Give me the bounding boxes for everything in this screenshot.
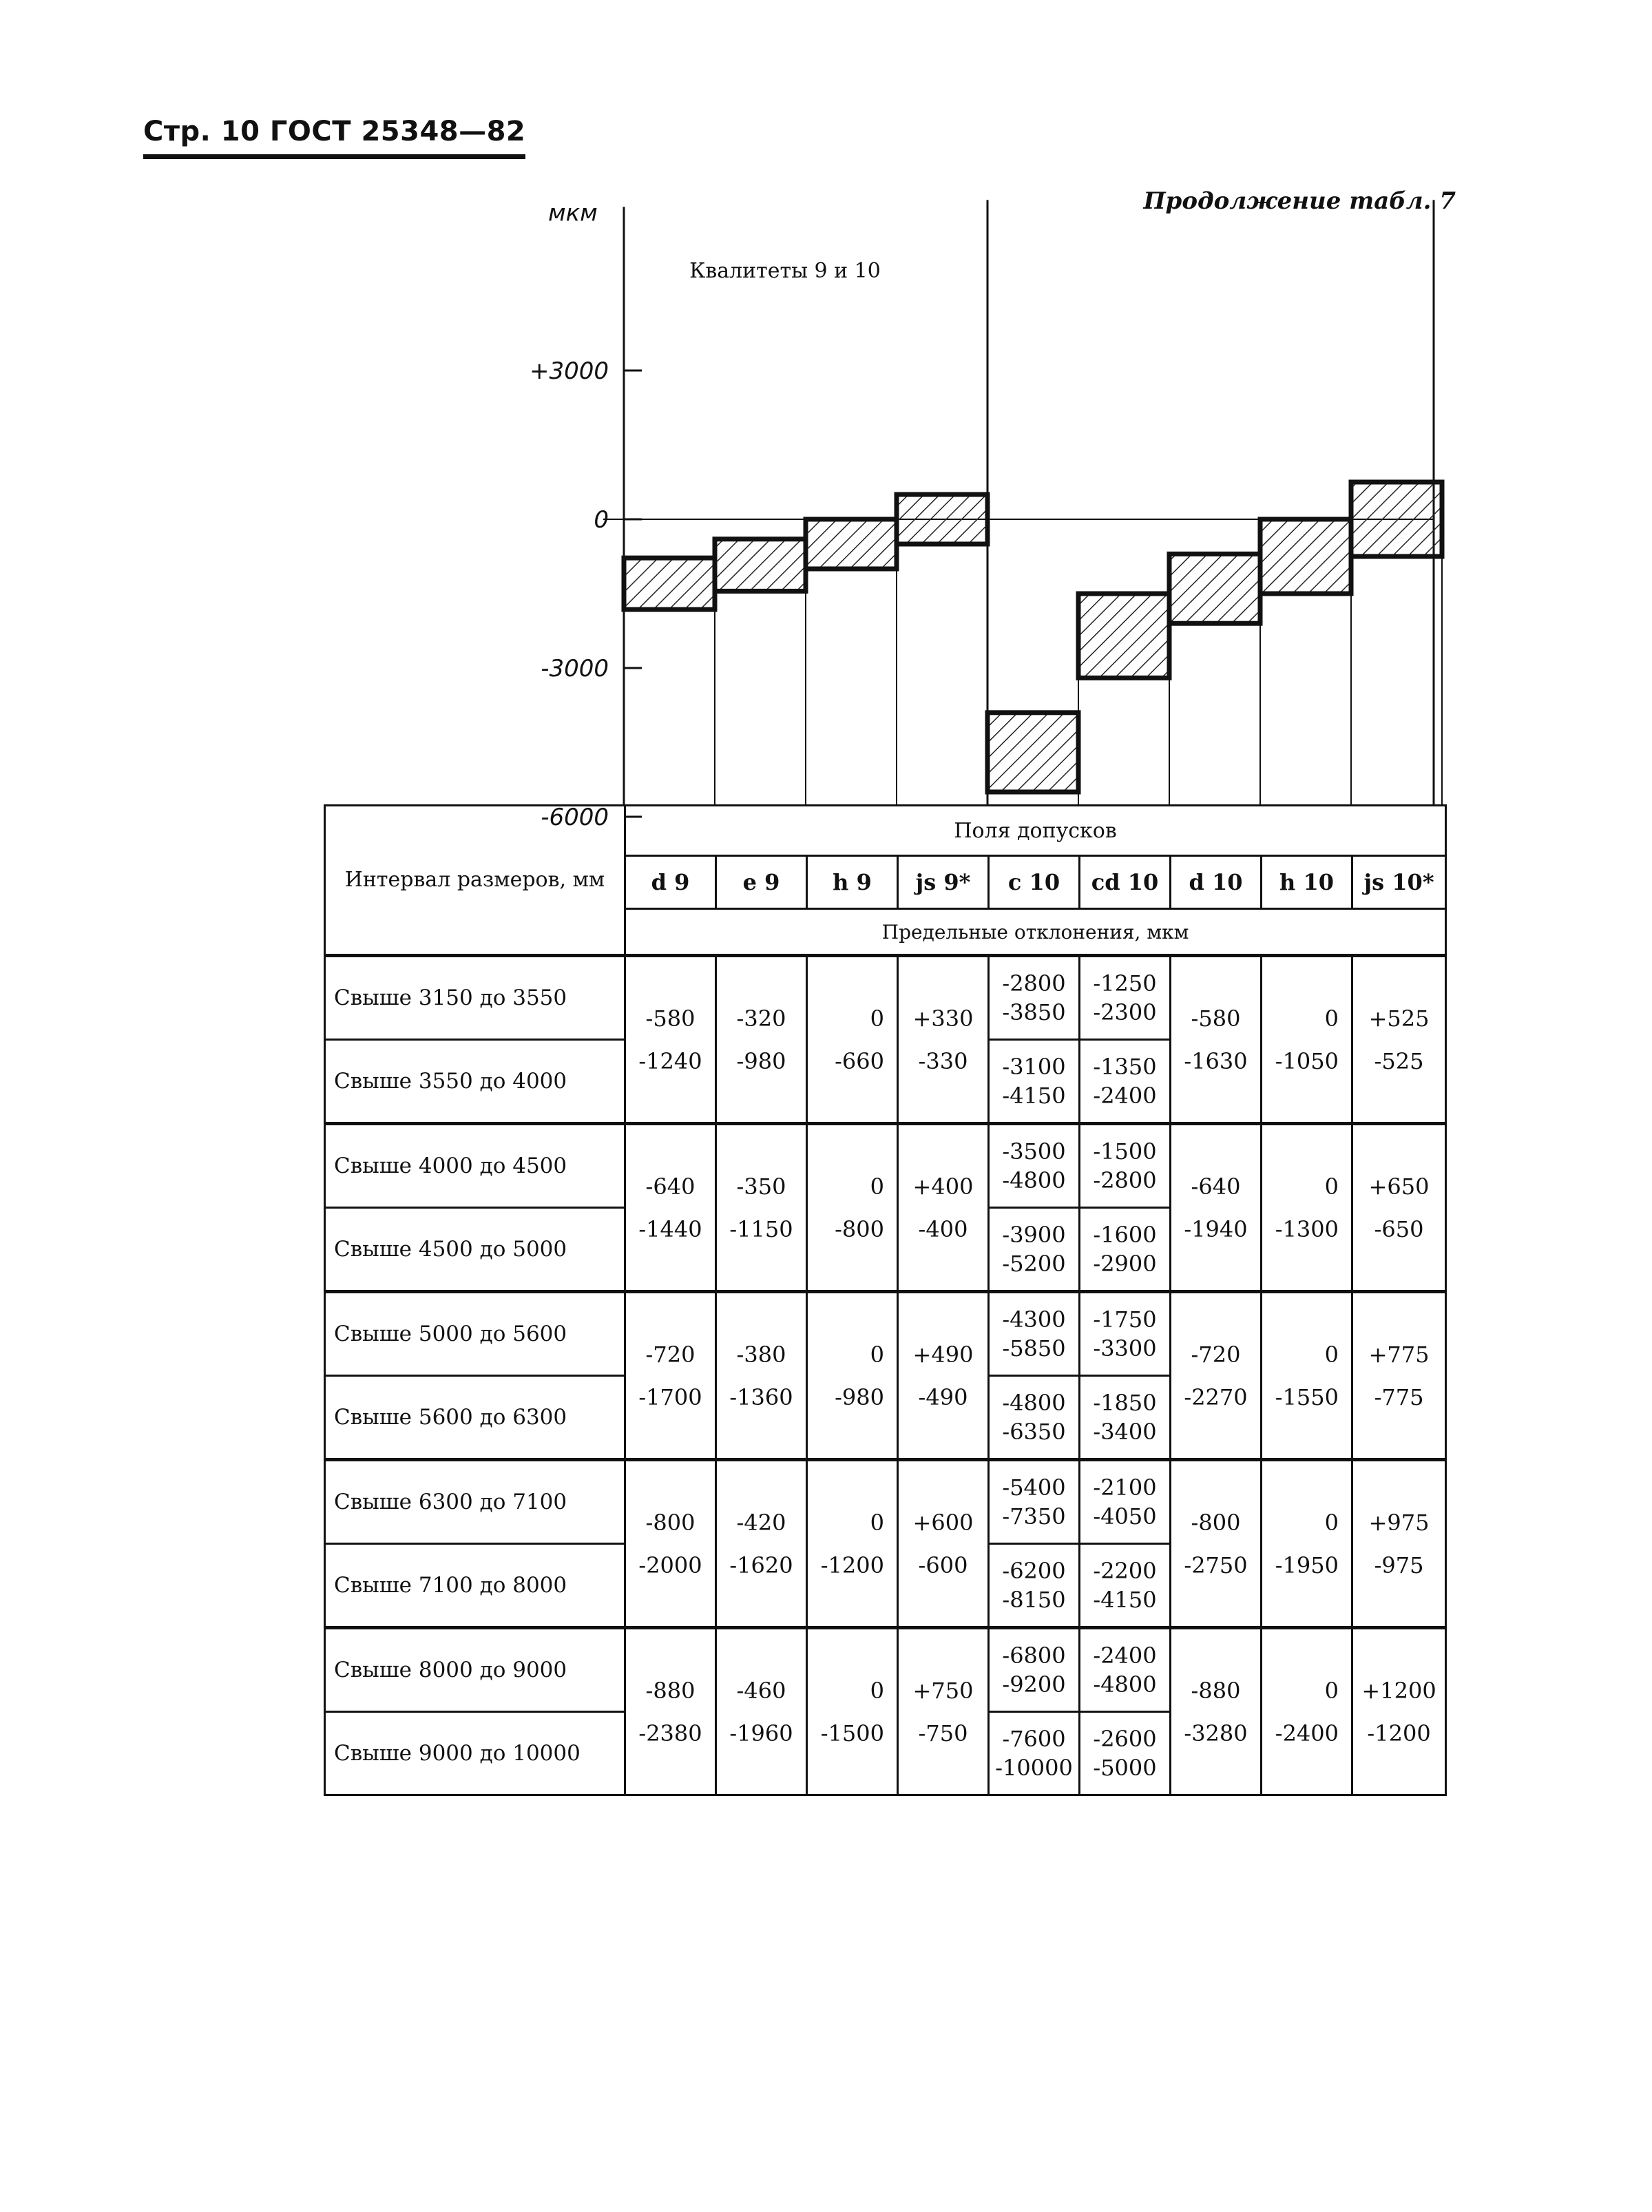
deviation-value: -3500 [1002, 1138, 1066, 1165]
deviation-cell [807, 1628, 898, 1795]
deviation-value: -3900 [1002, 1222, 1066, 1248]
deviation-cell [1352, 956, 1446, 1124]
deviation-cell [716, 1628, 807, 1795]
deviation-cell [898, 1292, 989, 1460]
deviation-value: -1200 [820, 1552, 884, 1578]
column-header: cd 10 [1080, 856, 1171, 909]
deviation-value: 0 [870, 1173, 884, 1200]
deviation-cell [716, 1460, 807, 1628]
deviation-value: -1500 [820, 1720, 884, 1746]
deviation-value: +330 [912, 1005, 974, 1032]
column-header: h 9 [807, 856, 898, 909]
deviation-cell [898, 1460, 989, 1628]
deviation-cell [625, 1628, 716, 1795]
deviation-value: -1620 [729, 1552, 793, 1578]
tolerance-bar [624, 558, 715, 609]
deviation-cell [1080, 956, 1171, 1040]
deviation-value: -6200 [1002, 1558, 1066, 1584]
deviation-value: -5000 [1093, 1755, 1157, 1781]
deviation-cell [1080, 1376, 1171, 1460]
deviation-value: +400 [912, 1173, 974, 1200]
deviation-value: +1200 [1361, 1677, 1436, 1704]
deviation-cell [989, 1124, 1080, 1208]
deviation-value: -980 [736, 1047, 786, 1074]
deviation-value: -5400 [1002, 1474, 1066, 1501]
interval-header: Интервал размеров, мм [325, 806, 625, 956]
deviation-cell [807, 1124, 898, 1292]
deviation-value: -1500 [1093, 1138, 1157, 1165]
deviation-cell [625, 1124, 716, 1292]
deviation-value: -1600 [1093, 1222, 1157, 1248]
deviation-cell [989, 1544, 1080, 1628]
deviation-value: -5200 [1002, 1251, 1066, 1277]
tolerance-table [324, 804, 1447, 1796]
table-row [325, 956, 1446, 1040]
deviation-value: -660 [835, 1047, 884, 1074]
deviation-value: -6800 [1002, 1642, 1066, 1669]
deviation-cell [1171, 956, 1262, 1124]
column-header: c 10 [989, 856, 1080, 909]
deviation-cell [989, 956, 1080, 1040]
deviation-value: -775 [1374, 1384, 1424, 1410]
tolerance-bar [987, 713, 1078, 792]
deviation-cell [716, 1292, 807, 1460]
deviation-cell [1080, 1460, 1171, 1544]
table-body [325, 956, 1446, 1795]
deviation-value: -750 [918, 1720, 968, 1746]
deviation-value: -1050 [1275, 1047, 1339, 1074]
deviation-value: -800 [835, 1215, 884, 1242]
deviation-value: +490 [912, 1341, 974, 1368]
deviation-value: -4150 [1093, 1587, 1157, 1613]
interval-cell: Свыше 8000 до 9000 [325, 1628, 625, 1712]
deviation-value: -4800 [1093, 1671, 1157, 1698]
interval-cell: Свыше 6300 до 7100 [325, 1460, 625, 1544]
y-tick-label: -3000 [541, 655, 609, 682]
deviation-value: -5850 [1002, 1335, 1066, 1361]
deviation-value: -2300 [1093, 999, 1157, 1025]
deviation-value: -4300 [1002, 1306, 1066, 1333]
deviation-cell [989, 1292, 1080, 1376]
deviation-value: -420 [736, 1509, 786, 1536]
deviation-value: -3300 [1093, 1335, 1157, 1361]
deviation-value: -320 [736, 1005, 786, 1032]
deviation-value: -800 [1191, 1509, 1241, 1536]
deviation-value: -400 [918, 1215, 968, 1242]
deviation-cell [807, 1460, 898, 1628]
deviation-value: 0 [1324, 1341, 1339, 1368]
deviation-cell [1080, 1544, 1171, 1628]
deviation-cell [898, 1124, 989, 1292]
deviation-value: -1350 [1093, 1054, 1157, 1080]
tolerance-bar [1351, 482, 1442, 556]
deviation-value: -525 [1374, 1047, 1424, 1074]
deviation-value: -880 [645, 1677, 696, 1704]
deviation-value: -4150 [1002, 1083, 1066, 1109]
deviation-value: -2200 [1093, 1558, 1157, 1584]
y-tick-label: +3000 [529, 357, 609, 385]
deviation-value: -4050 [1093, 1503, 1157, 1530]
deviations-header: Предельные отклонения, мкм [625, 909, 1446, 956]
interval-cell: Свыше 4000 до 4500 [325, 1124, 625, 1208]
interval-cell: Свыше 9000 до 10000 [325, 1712, 625, 1795]
tolerance-bar [806, 519, 897, 569]
deviation-cell [989, 1040, 1080, 1124]
deviation-value: -4800 [1002, 1167, 1066, 1193]
column-header: e 9 [716, 856, 807, 909]
column-header: js 10* [1352, 856, 1446, 909]
deviation-value: 0 [1324, 1005, 1339, 1032]
interval-cell: Свыше 4500 до 5000 [325, 1208, 625, 1292]
deviation-value: -2600 [1093, 1726, 1157, 1752]
deviation-value: -330 [918, 1047, 968, 1074]
deviation-value: -6350 [1002, 1419, 1066, 1445]
deviation-value: +750 [912, 1677, 974, 1704]
unit-label: мкм [548, 199, 598, 227]
deviation-value: -1850 [1093, 1390, 1157, 1416]
continuation-label: Продолжение табл. 7 [1143, 187, 1456, 215]
fields-header: Поля допусков [625, 806, 1446, 856]
deviation-cell [989, 1208, 1080, 1292]
interval-cell: Свыше 5600 до 6300 [325, 1376, 625, 1460]
column-header: d 9 [625, 856, 716, 909]
y-tick-label: 0 [594, 506, 609, 534]
deviation-value: -3100 [1002, 1054, 1066, 1080]
deviation-value: -460 [736, 1677, 786, 1704]
tolerance-bar [1078, 594, 1169, 678]
deviation-cell [625, 1460, 716, 1628]
deviation-value: -1700 [638, 1384, 702, 1410]
deviation-cell [989, 1376, 1080, 1460]
deviation-cell [625, 1292, 716, 1460]
deviation-cell [1171, 1460, 1262, 1628]
y-tick-label: -6000 [541, 804, 609, 831]
deviation-value: +525 [1368, 1005, 1430, 1032]
deviation-value: 0 [1324, 1509, 1339, 1536]
deviation-value: -8150 [1002, 1587, 1066, 1613]
deviation-value: -640 [645, 1173, 696, 1200]
deviation-value: +775 [1368, 1341, 1430, 1368]
deviation-value: 0 [870, 1677, 884, 1704]
deviation-value: -1360 [729, 1384, 793, 1410]
deviation-value: 0 [870, 1005, 884, 1032]
deviation-value: -1940 [1184, 1215, 1248, 1242]
deviation-cell [1352, 1292, 1446, 1460]
deviation-value: -7350 [1002, 1503, 1066, 1530]
deviation-cell [1080, 1208, 1171, 1292]
deviation-value: -7600 [1002, 1726, 1066, 1752]
deviation-value: -2270 [1184, 1384, 1248, 1410]
deviation-value: -490 [918, 1384, 968, 1410]
deviation-value: -2000 [638, 1552, 702, 1578]
deviation-value: -1630 [1184, 1047, 1248, 1074]
chart-title: Квалитеты 9 и 10 [689, 259, 881, 283]
deviation-cell [716, 956, 807, 1124]
deviation-value: -720 [645, 1341, 696, 1368]
deviation-cell [898, 1628, 989, 1795]
deviation-cell [1171, 1628, 1262, 1795]
deviation-value: -975 [1374, 1552, 1424, 1578]
deviation-cell [1262, 1628, 1352, 1795]
deviation-value: -580 [645, 1005, 696, 1032]
deviation-cell [807, 1292, 898, 1460]
tolerance-bar [1260, 519, 1351, 594]
deviation-value: -1250 [1093, 970, 1157, 997]
deviation-cell [716, 1124, 807, 1292]
tolerance-bar [715, 539, 806, 592]
page-header: Стр. 10 ГОСТ 25348—82 [143, 116, 525, 159]
deviation-value: -1240 [638, 1047, 702, 1074]
deviation-value: -1300 [1275, 1215, 1339, 1242]
deviation-value: -380 [736, 1341, 786, 1368]
deviation-value: +600 [912, 1509, 974, 1536]
deviation-value: -2380 [638, 1720, 702, 1746]
deviation-cell [807, 956, 898, 1124]
deviation-cell [1080, 1040, 1171, 1124]
deviation-value: -3850 [1002, 999, 1066, 1025]
deviation-value: -3280 [1184, 1720, 1248, 1746]
deviation-value: 0 [870, 1509, 884, 1536]
column-header: h 10 [1262, 856, 1352, 909]
deviation-value: 0 [870, 1341, 884, 1368]
table-row [325, 1292, 1446, 1376]
deviation-cell [1080, 1124, 1171, 1208]
deviation-cell [989, 1712, 1080, 1795]
deviation-value: -1960 [729, 1720, 793, 1746]
deviation-value: -350 [736, 1173, 786, 1200]
deviation-cell [1352, 1124, 1446, 1292]
column-header: d 10 [1171, 856, 1262, 909]
deviation-cell [1171, 1292, 1262, 1460]
deviation-value: -580 [1191, 1005, 1241, 1032]
interval-cell: Свыше 3550 до 4000 [325, 1040, 625, 1124]
tolerance-bar [1169, 554, 1260, 623]
deviation-cell [625, 956, 716, 1124]
deviation-value: -3400 [1093, 1419, 1157, 1445]
column-header: js 9* [898, 856, 989, 909]
deviation-value: -1200 [1367, 1720, 1431, 1746]
deviation-value: -2400 [1093, 1642, 1157, 1669]
deviation-value: +975 [1368, 1509, 1430, 1536]
deviation-value: -2800 [1093, 1167, 1157, 1193]
deviation-value: 0 [1324, 1173, 1339, 1200]
deviation-value: -4800 [1002, 1390, 1066, 1416]
deviation-value: -2900 [1093, 1251, 1157, 1277]
table-row [325, 1460, 1446, 1544]
interval-cell: Свыше 3150 до 3550 [325, 956, 625, 1040]
deviation-value: +650 [1368, 1173, 1430, 1200]
tolerance-bar [897, 494, 987, 544]
deviation-cell [1080, 1628, 1171, 1712]
table-row [325, 1628, 1446, 1712]
deviation-value: -1150 [729, 1215, 793, 1242]
deviation-value: -1440 [638, 1215, 702, 1242]
deviation-value: -650 [1374, 1215, 1424, 1242]
interval-cell: Свыше 5000 до 5600 [325, 1292, 625, 1376]
deviation-value: -720 [1191, 1341, 1241, 1368]
table-row [325, 1124, 1446, 1208]
deviation-value: -980 [835, 1384, 884, 1410]
deviation-value: -1750 [1093, 1306, 1157, 1333]
deviation-value: -1550 [1275, 1384, 1339, 1410]
deviation-value: -2100 [1093, 1474, 1157, 1501]
deviation-cell [989, 1628, 1080, 1712]
deviation-cell [1352, 1460, 1446, 1628]
deviation-value: -880 [1191, 1677, 1241, 1704]
deviation-cell [1080, 1712, 1171, 1795]
deviation-cell [898, 956, 989, 1124]
deviation-cell [1262, 1124, 1352, 1292]
deviation-cell [1262, 956, 1352, 1124]
deviation-value: -800 [645, 1509, 696, 1536]
deviation-value: -1950 [1275, 1552, 1339, 1578]
deviation-value: -2750 [1184, 1552, 1248, 1578]
deviation-value: -600 [918, 1552, 968, 1578]
deviation-value: 0 [1324, 1677, 1339, 1704]
deviation-cell [1352, 1628, 1446, 1795]
deviation-cell [1171, 1124, 1262, 1292]
deviation-value: -2400 [1275, 1720, 1339, 1746]
deviation-cell [989, 1460, 1080, 1544]
deviation-value: -10000 [995, 1755, 1073, 1781]
deviation-value: -640 [1191, 1173, 1241, 1200]
deviation-cell [1080, 1292, 1171, 1376]
interval-cell: Свыше 7100 до 8000 [325, 1544, 625, 1628]
deviation-value: -9200 [1002, 1671, 1066, 1698]
deviation-value: -2400 [1093, 1083, 1157, 1109]
deviation-cell [1262, 1292, 1352, 1460]
deviation-cell [1262, 1460, 1352, 1628]
deviation-value: -2800 [1002, 970, 1066, 997]
